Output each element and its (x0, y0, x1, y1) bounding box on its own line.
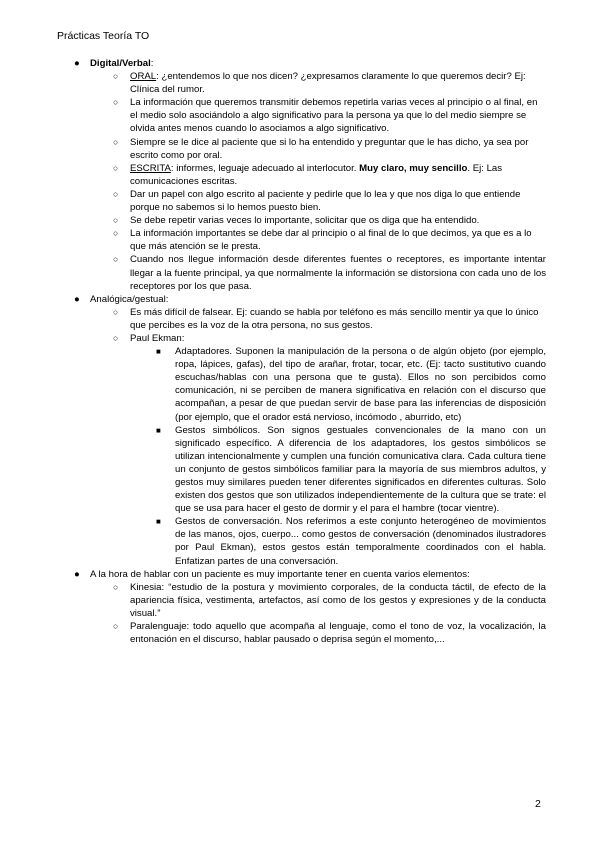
escrita-text: : informes, leguaje adecuado al interlocutor. (170, 162, 360, 174)
bullet-icon: ○ (113, 621, 119, 632)
escrita-bold: Muy claro, muy sencillo (359, 162, 468, 174)
item-text: Paralenguaje: todo aquello que acompaña al lenguaje, como el tono de voz, la vocalización, la entonación en el discurso, hablar pausado o deprisa según el momento,... (130, 621, 546, 646)
item-text: Siempre se le dice al paciente que si lo ha entendido y preguntar que le has dicho, ya sea por escrito como por oral. (130, 136, 529, 161)
list-item (70, 332, 546, 345)
list-item (70, 515, 546, 567)
bullet-icon: ● (74, 568, 80, 580)
section-title: Analógica/gestual: (90, 293, 169, 305)
item-text: Dar un papel con algo escrito al paciente y pedirle que lo lea y que nos diga lo que entiende porque no sabemos si lo hemos puesto bien. (130, 188, 521, 214)
list-item (70, 70, 546, 96)
bullet-icon: ○ (113, 136, 119, 147)
item-text: La información que queremos transmitir debemos repetirla varias veces al principio o al final, en el medio solo asociándolo a algo significativo para la persona ya que lo del medio siempre se olvida antes menos cuando lo asociamos a algo significativo. (130, 97, 538, 135)
item-text: Gestos de conversación. Nos referimos a este conjunto heterogéneo de movimientos de las manos, ojos, cuerpo... como gestos de conversación (denominados ilustradores por Paul Ekman), estos gestos están temporalmente coordinados con el habla. Enfatizan partes de una conversación. (175, 516, 546, 567)
escrita-tail: . Ej: Las comunicaciones escritas. (130, 162, 503, 187)
list-item (70, 293, 546, 306)
bullet-icon: ● (74, 293, 80, 305)
list-item (70, 568, 546, 581)
list-item (70, 620, 546, 646)
bullet-icon: ○ (113, 228, 119, 239)
bullet-icon: ○ (113, 332, 119, 343)
item-text: Gestos simbólicos. Son signos gestuales convencionales de la mano con un significado específico. A diferencia de los adaptadores, los gestos simbólicos se utilizan intencionalmente y cumplen una función comunicativa clara. Cada cultura tiene un conjunto de gestos simbólicos familiar para la mayoría de sus miembros adultos, y gestos muy similares pueden tener diferentes significados en diferentes culturas. Solo existen dos gestos que son utilizados independientemente de la cultura que se trate: el que se usa para hacer el gesto de dormir y el para el hambre (tocar vientre). (175, 424, 546, 515)
list-item (70, 96, 546, 135)
escrita-label: ESCRITA (130, 162, 171, 174)
bullet-icon: ○ (113, 581, 119, 592)
list-item: ● Digital/Verbal: (74, 58, 154, 69)
item-text: Se debe repetir varias veces lo importante, solicitar que os diga que ha entendido. (130, 215, 480, 227)
item-text: Adaptadores. Suponen la manipulación de la persona o de algún objeto (por ejemplo, ropa, lápices, gafas), del tipo de arañar, frotar, tocar, etc. (Ej: tacto sustitutivo cuando escuchas/hablas con una persona que te gusta). Ellos no son percibidos como comunicación, ni se perciben de manera significativa en relación con el discurso que acompañan, a pesar de que puedan servir de base para las inferencias de disposición (por ejemplo, que el orador está nervioso, incómodo , aburrido, etc) (175, 346, 546, 423)
list-item (70, 136, 546, 162)
bullet-icon: ○ (113, 254, 119, 265)
section-title: Digital/Verbal (90, 58, 151, 69)
page-number: 2 (535, 798, 541, 810)
bullet-icon: ■ (156, 347, 161, 357)
list-item (70, 253, 546, 292)
oral-label: ORAL (130, 71, 157, 83)
list-item (70, 214, 546, 227)
item-text: Es más difícil de falsear. Ej: cuando se habla por teléfono es más sencillo mentir ya que lo único que percibes es la voz de la otra persona, no sus gestos. (130, 306, 539, 331)
list-item (70, 424, 546, 516)
item-text: Kinesia: “estudio de la postura y movimiento corporales, de la conducta táctil, de efecto de la apariencia física, vestimenta, artefactos, así como de los gestos y expresiones y de la conducta visual.” (130, 581, 546, 619)
list-item (70, 306, 546, 332)
bullet-icon: ■ (156, 425, 161, 435)
document-header: Prácticas Teoría TO (57, 30, 150, 42)
item-text: Paul Ekman: (130, 332, 185, 344)
list-item (70, 188, 546, 214)
bullet-icon: ○ (113, 97, 119, 108)
bullet-icon: ○ (113, 306, 119, 317)
list-item (70, 345, 546, 424)
section-title: A la hora de hablar con un paciente es muy importante tener en cuenta varios elementos: (90, 568, 470, 580)
item-text: Cuando nos llegue información desde diferentes fuentes o receptores, es importante intentar llegar a la fuente principal, ya que normalmente la información se distorsiona con cada uno de los receptores por los que pasa. (130, 254, 546, 292)
bullet-icon: ○ (113, 188, 119, 199)
bullet-icon: ● (74, 58, 80, 69)
bullet-icon: ■ (156, 517, 161, 527)
bullet-icon: ○ (113, 215, 119, 226)
document-body (70, 57, 546, 646)
list-item (70, 227, 546, 253)
item-text: La información importantes se debe dar al principio o al final de lo que decimos, ya que es a lo que más atención se le presta. (130, 228, 532, 253)
bullet-icon: ○ (113, 71, 119, 82)
list-item (70, 581, 546, 620)
list-item (70, 162, 546, 188)
bullet-icon: ○ (113, 162, 119, 173)
oral-text: : ¿entendemos lo que nos dicen? ¿expresamos claramente lo que queremos decir? Ej: Clínica del rumor. (130, 71, 526, 96)
